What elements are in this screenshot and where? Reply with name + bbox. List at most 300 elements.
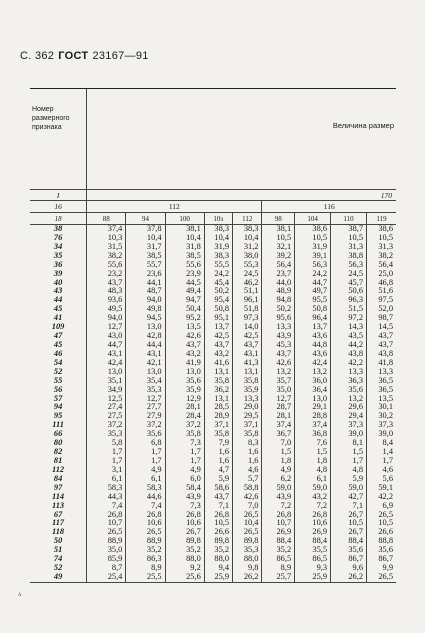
table-cell: 37,8 <box>126 225 165 234</box>
row-i-value: 170 <box>87 190 396 201</box>
table-row <box>30 466 396 475</box>
table-cell: 12,7 <box>87 323 126 332</box>
table-cell: 10,4 <box>233 519 262 528</box>
table-cell: 55,7 <box>126 261 165 270</box>
table-cell: 28,4 <box>165 412 204 421</box>
table-cell: 44,7 <box>295 279 331 288</box>
table-cell: 39,1 <box>295 252 331 261</box>
table-cell: 36,8 <box>295 430 331 439</box>
table-cell: 29,4 <box>331 412 367 421</box>
table-cell: 1,7 <box>126 448 165 457</box>
table-cell: 1,5 <box>262 448 295 457</box>
table-cell: 12,7 <box>262 395 295 404</box>
table-cell: 1,8 <box>295 457 331 466</box>
row-label: 97 <box>30 484 87 493</box>
row-18-label: 18 <box>30 213 87 225</box>
table-cell: 38,3 <box>204 252 232 261</box>
table-cell: 56,4 <box>378 259 393 269</box>
row-label: 80 <box>30 439 87 448</box>
row-label: 45 <box>30 341 87 350</box>
table-cell: 41,3 <box>233 359 262 368</box>
table-cell: 23,9 <box>165 270 204 279</box>
row-label: 45 <box>30 305 87 314</box>
table-cell: 1,6 <box>204 457 232 466</box>
table-cell: 26,5 <box>126 528 165 537</box>
table-cell: 13,3 <box>378 366 393 376</box>
table-row <box>30 493 396 502</box>
table-cell: 96,3 <box>331 296 367 305</box>
table-cell: 1,6 <box>233 457 262 466</box>
row-label: 81 <box>30 457 87 466</box>
table-cell: 86,3 <box>126 555 165 564</box>
table-cell: 35,5 <box>295 546 331 555</box>
table-row <box>30 296 396 305</box>
table-cell: 10,6 <box>126 519 165 528</box>
table-cell: 88,8 <box>378 536 393 546</box>
table-cell: 58,4 <box>165 484 204 493</box>
table-cell: 1,5 <box>331 448 367 457</box>
table-cell: 27,5 <box>87 412 126 421</box>
table-cell: 13,7 <box>204 323 232 332</box>
table-cell: 26,8 <box>295 511 331 520</box>
table-cell: 9,9 <box>382 563 393 573</box>
table-cell: 38,1 <box>165 225 204 234</box>
table-cell: 86,5 <box>295 555 331 564</box>
row-label: 44 <box>30 296 87 305</box>
row-label: 84 <box>30 475 87 484</box>
table-cell: 88,9 <box>126 537 165 546</box>
table-cell: 1,7 <box>331 457 367 466</box>
table-cell: 30,1 <box>378 402 393 412</box>
table-cell: 29,0 <box>233 403 262 412</box>
table-cell: 14,5 <box>378 322 393 332</box>
row-label: 51 <box>30 546 87 555</box>
table-cell: 35,9 <box>233 386 262 395</box>
table-cell: 7,2 <box>262 502 295 511</box>
row-label: 50 <box>30 537 87 546</box>
table-cell: 4,6 <box>233 466 262 475</box>
table-cell: 48,3 <box>87 287 126 296</box>
table-cell: 10,5 <box>295 234 331 243</box>
row-16-group-2: 116 <box>262 201 396 213</box>
table-cell: 44,0 <box>262 279 295 288</box>
table-row <box>30 368 396 377</box>
table-cell: 7,0 <box>262 439 295 448</box>
table-row <box>30 350 396 359</box>
table-cell: 31,7 <box>126 243 165 252</box>
table-cell: 24,2 <box>204 270 232 279</box>
table-cell: 7,2 <box>295 502 331 511</box>
table-cell: 89,8 <box>233 537 262 546</box>
table-row <box>30 279 396 288</box>
table-cell: 97,2 <box>331 314 367 323</box>
row-label: 34 <box>30 243 87 252</box>
table-cell: 95,1 <box>204 314 232 323</box>
table-cell: 89,8 <box>204 537 232 546</box>
table-cell: 93,6 <box>87 296 126 305</box>
row-label: 49 <box>30 573 87 582</box>
table-cell: 43,7 <box>204 341 232 350</box>
table-cell: 45,7 <box>331 279 367 288</box>
table-cell: 48,9 <box>262 287 295 296</box>
table-cell: 9,3 <box>295 564 331 573</box>
table-row <box>30 457 396 466</box>
table-cell: 5,9 <box>204 475 232 484</box>
table-cell: 26,5 <box>233 511 262 520</box>
table-cell: 5,9 <box>331 475 367 484</box>
table-cell: 26,2 <box>331 573 367 582</box>
standard-label: ГОСТ <box>58 50 89 62</box>
table-cell: 96,1 <box>233 296 262 305</box>
header-row <box>30 89 396 190</box>
table-cell: 28,8 <box>295 412 331 421</box>
table-cell: 31,5 <box>87 243 126 252</box>
table-cell: 35,1 <box>87 377 126 386</box>
table-cell: 56,3 <box>331 261 367 270</box>
table-row <box>30 403 396 412</box>
table-cell: 7,3 <box>165 502 204 511</box>
table-cell: 43,9 <box>165 493 204 502</box>
table-cell: 88,4 <box>262 537 295 546</box>
table-cell: 88,0 <box>165 555 204 564</box>
table-cell: 9,8 <box>233 564 262 573</box>
table-cell: 38,0 <box>233 252 262 261</box>
column-header: 98 <box>262 213 295 225</box>
table-cell: 95,4 <box>204 296 232 305</box>
table-cell: 25,9 <box>204 573 232 582</box>
column-header: 94 <box>126 213 165 225</box>
table-cell: 13,0 <box>126 323 165 332</box>
table-cell: 42,5 <box>204 332 232 341</box>
table-cell: 50,6 <box>331 287 367 296</box>
table-cell: 7,4 <box>126 502 165 511</box>
table-row <box>30 270 396 279</box>
table-cell: 7,1 <box>331 502 367 511</box>
table-cell: 1,7 <box>165 457 204 466</box>
table-cell: 10,5 <box>262 234 295 243</box>
table-cell: 10,5 <box>204 519 232 528</box>
table-cell: 4,8 <box>295 466 331 475</box>
table-cell: 52,0 <box>378 304 393 314</box>
column-header: 10ɜ <box>204 213 232 225</box>
table-cell: 38,5 <box>126 252 165 261</box>
table-cell: 59,0 <box>295 484 331 493</box>
table-cell: 13,5 <box>378 393 393 403</box>
row-label: 46 <box>30 350 87 359</box>
table-cell: 26,8 <box>165 511 204 520</box>
table-cell: 43,9 <box>262 493 295 502</box>
table-cell: 30,2 <box>378 411 393 421</box>
table-row <box>30 314 396 323</box>
table-cell: 1,5 <box>295 448 331 457</box>
table-row <box>30 421 396 430</box>
table-cell: 38,8 <box>331 252 367 261</box>
table-cell: 4,9 <box>262 466 295 475</box>
table-row <box>30 430 396 439</box>
column-header: 110 <box>331 213 367 225</box>
column-header: 119 <box>367 213 396 225</box>
table-cell: 88,4 <box>331 537 367 546</box>
table-row <box>30 537 396 546</box>
table-row <box>30 261 396 270</box>
table-cell: 35,8 <box>204 377 232 386</box>
table-cell: 31,8 <box>165 243 204 252</box>
table-cell: 35,8 <box>233 377 262 386</box>
row-16-group-1: 112 <box>87 201 262 213</box>
row-i-label: I <box>30 190 87 201</box>
table-row <box>30 359 396 368</box>
table-cell: 36,5 <box>378 384 393 394</box>
row-label: 52 <box>30 368 87 377</box>
table-row <box>30 511 396 520</box>
table-cell: 55,6 <box>165 261 204 270</box>
table-cell: 25,9 <box>295 573 331 582</box>
table-row <box>30 395 396 404</box>
table-cell: 23,7 <box>262 270 295 279</box>
table-cell: 94,5 <box>126 314 165 323</box>
table-cell: 41,8 <box>378 357 393 367</box>
table-row <box>30 439 396 448</box>
table-cell: 37,2 <box>87 421 126 430</box>
table-row <box>30 287 396 296</box>
table-cell: 43,7 <box>165 341 204 350</box>
table-cell: 58,6 <box>204 484 232 493</box>
table-cell: 26,5 <box>378 571 393 581</box>
table-cell: 23,2 <box>87 270 126 279</box>
table-cell: 26,9 <box>295 528 331 537</box>
table-cell: 10,4 <box>204 234 232 243</box>
table-cell: 43,8 <box>378 348 393 358</box>
row-label: 55 <box>30 377 87 386</box>
table-cell: 4,6 <box>382 464 393 474</box>
table-cell: 42,4 <box>87 359 126 368</box>
table-cell: 7,9 <box>204 439 232 448</box>
table-cell: 25,7 <box>262 573 295 582</box>
table-row <box>30 448 396 457</box>
table-cell: 97,3 <box>233 314 262 323</box>
row-18 <box>30 213 396 225</box>
table-cell: 26,8 <box>262 511 295 520</box>
table-cell: 6,9 <box>382 500 393 510</box>
table-cell: 43,7 <box>204 493 232 502</box>
table-cell: 31,3 <box>378 241 393 251</box>
table-cell: 58,3 <box>87 484 126 493</box>
table-cell: 97,5 <box>378 295 393 305</box>
table-cell: 58,8 <box>233 484 262 493</box>
table-cell: 1,7 <box>382 455 393 465</box>
table-cell: 35,3 <box>126 386 165 395</box>
table-cell: 88,0 <box>204 555 232 564</box>
table-cell: 50,2 <box>204 287 232 296</box>
table-cell: 43,2 <box>165 350 204 359</box>
table-cell: 7,4 <box>87 502 126 511</box>
row-label: 67 <box>30 511 87 520</box>
table-cell: 10,4 <box>165 234 204 243</box>
table-cell: 25,0 <box>378 268 393 278</box>
table-cell: 35,6 <box>165 377 204 386</box>
table-cell: 42,7 <box>331 493 367 502</box>
table-cell: 29,6 <box>331 403 367 412</box>
table-cell: 35,8 <box>233 430 262 439</box>
row-label: 94 <box>30 403 87 412</box>
table-cell: 45,4 <box>204 279 232 288</box>
table-row <box>30 564 396 573</box>
table-cell: 28,5 <box>204 403 232 412</box>
table-cell: 38,6 <box>295 225 331 234</box>
table-cell: 44,2 <box>331 341 367 350</box>
table-cell: 7,0 <box>233 502 262 511</box>
table-cell: 43,1 <box>87 350 126 359</box>
table-cell: 37,2 <box>165 421 204 430</box>
table-cell: 1,8 <box>262 457 295 466</box>
corner-mark: ʌ <box>18 590 22 598</box>
table-cell: 51,1 <box>233 287 262 296</box>
row-label: 56 <box>30 386 87 395</box>
row-label: 66 <box>30 430 87 439</box>
table-cell: 94,8 <box>262 296 295 305</box>
column-header: 88 <box>87 213 126 225</box>
row-label: 36 <box>30 261 87 270</box>
table-cell: 13,1 <box>204 395 232 404</box>
row-label: 57 <box>30 395 87 404</box>
row-label: 38 <box>30 225 87 234</box>
table-cell: 37,2 <box>126 421 165 430</box>
table-cell: 13,7 <box>295 323 331 332</box>
row-label: 118 <box>30 528 87 537</box>
table-cell: 24,2 <box>295 270 331 279</box>
table-cell: 38,6 <box>378 224 393 233</box>
table-cell: 31,2 <box>233 243 262 252</box>
table-cell: 43,1 <box>233 350 262 359</box>
standard-number: 23167—91 <box>92 50 149 62</box>
table-cell: 43,7 <box>378 331 393 341</box>
table-cell: 13,0 <box>87 368 126 377</box>
table-cell: 14,3 <box>331 323 367 332</box>
row-label: 109 <box>30 323 87 332</box>
table-cell: 25,5 <box>126 573 165 582</box>
table-cell: 10,7 <box>87 519 126 528</box>
table-cell: 10,7 <box>262 519 295 528</box>
table-cell: 9,4 <box>204 564 232 573</box>
table-cell: 26,7 <box>331 528 367 537</box>
table-cell: 6,2 <box>262 475 295 484</box>
table-cell: 56,4 <box>262 261 295 270</box>
table-cell: 46,2 <box>233 279 262 288</box>
table-cell: 7,1 <box>204 502 232 511</box>
table-cell: 35,8 <box>165 430 204 439</box>
row-i <box>30 190 396 201</box>
table-cell: 36,4 <box>295 386 331 395</box>
table-cell: 86,7 <box>331 555 367 564</box>
row-label: 74 <box>30 555 87 564</box>
table-cell: 35,6 <box>331 386 367 395</box>
table-cell: 35,6 <box>126 430 165 439</box>
table-row <box>30 332 396 341</box>
table-cell: 13,0 <box>295 395 331 404</box>
table-cell: 51,5 <box>331 305 367 314</box>
table-cell: 42,4 <box>295 359 331 368</box>
table-cell: 38,3 <box>204 225 232 234</box>
table-cell: 27,7 <box>126 403 165 412</box>
row-label: 111 <box>30 421 87 430</box>
row-label: 113 <box>30 502 87 511</box>
table-cell: 59,1 <box>378 482 393 492</box>
table-cell: 35,4 <box>126 377 165 386</box>
table-cell: 25,4 <box>87 573 126 582</box>
table-cell: 44,7 <box>87 341 126 350</box>
table-cell: 37,1 <box>233 421 262 430</box>
values-header: Величина размер <box>332 121 394 130</box>
table-row <box>30 412 396 421</box>
table-cell: 43,7 <box>378 339 393 349</box>
table-cell: 58,3 <box>126 484 165 493</box>
column-header: 100 <box>165 213 204 225</box>
row-label: 114 <box>30 493 87 502</box>
table-cell: 42,2 <box>378 491 393 501</box>
table-cell: 50,4 <box>165 305 204 314</box>
table-cell: 26,8 <box>87 511 126 520</box>
table-cell: 35,3 <box>87 430 126 439</box>
table-cell: 38,7 <box>331 225 367 234</box>
table-cell: 26,5 <box>378 509 393 519</box>
row-label: 43 <box>30 287 87 296</box>
table-cell: 13,2 <box>295 368 331 377</box>
table-cell: 51,8 <box>233 305 262 314</box>
table-cell: 96,4 <box>295 314 331 323</box>
table-cell: 13,3 <box>331 368 367 377</box>
table-cell: 39,0 <box>378 429 393 439</box>
table-cell: 26,6 <box>378 527 393 537</box>
page-header <box>20 50 149 62</box>
table-cell: 41,9 <box>165 359 204 368</box>
table-cell: 85,9 <box>87 555 126 564</box>
table-cell: 35,0 <box>262 386 295 395</box>
table-row <box>30 573 396 582</box>
table-cell: 36,2 <box>204 386 232 395</box>
table-cell: 35,3 <box>233 546 262 555</box>
table-cell: 59,0 <box>262 484 295 493</box>
table-cell: 86,7 <box>378 554 393 564</box>
table-row <box>30 243 396 252</box>
table-cell: 43,7 <box>233 341 262 350</box>
table-cell: 26,8 <box>204 511 232 520</box>
table-row <box>30 555 396 564</box>
table-cell: 35,9 <box>165 386 204 395</box>
table-cell: 49,5 <box>87 305 126 314</box>
table-cell: 13,2 <box>262 368 295 377</box>
table-cell: 1,7 <box>87 448 126 457</box>
table-cell: 26,7 <box>165 528 204 537</box>
table-cell: 6,1 <box>295 475 331 484</box>
table-row <box>30 377 396 386</box>
table-cell: 1,7 <box>165 448 204 457</box>
table-row <box>30 305 396 314</box>
table-row <box>30 475 396 484</box>
table-cell: 49,4 <box>165 287 204 296</box>
table-cell: 42,6 <box>233 493 262 502</box>
table-cell: 36,7 <box>262 430 295 439</box>
table-cell: 28,9 <box>204 412 232 421</box>
table-cell: 10,6 <box>295 519 331 528</box>
row-label: 52 <box>30 564 87 573</box>
table-cell: 37,4 <box>262 421 295 430</box>
table-cell: 8,4 <box>382 438 393 448</box>
table-cell: 24,5 <box>233 270 262 279</box>
table-cell: 35,7 <box>262 377 295 386</box>
table-cell: 37,4 <box>87 225 126 234</box>
table-cell: 43,9 <box>262 332 295 341</box>
table-cell: 26,7 <box>331 511 367 520</box>
